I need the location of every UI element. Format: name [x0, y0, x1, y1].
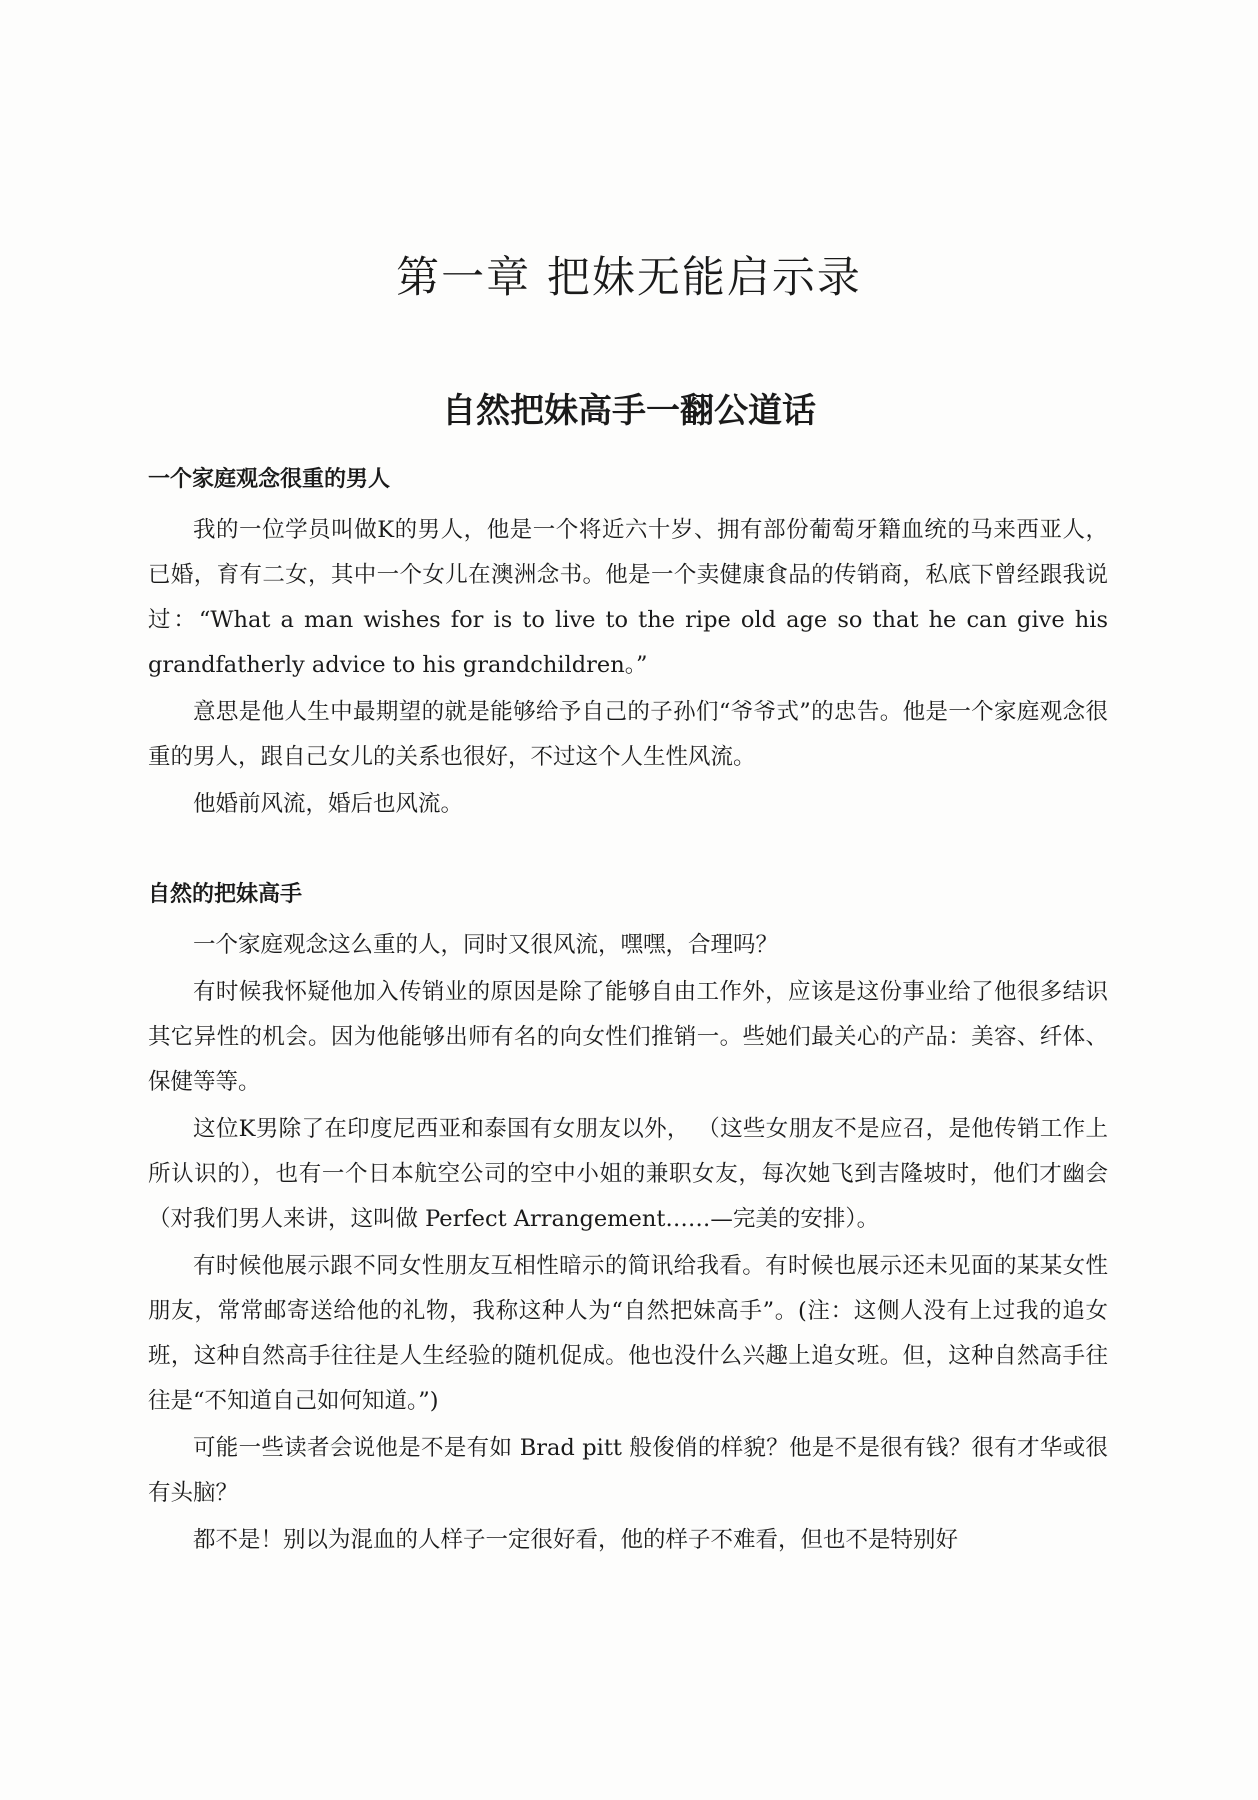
subsection-family-man — [148, 464, 1108, 827]
paragraph: 都不是！别以为混血的人样子一定很好看，他的样子不难看，但也不是特别好 — [193, 1527, 959, 1553]
paragraph: 我的一位学员叫做K的男人，他是一个将近六十岁、拥有部份葡萄牙籍血统的马来西亚人，已婚，育有二女，其中一个女儿在澳洲念书。他是一个卖健康食品的传销商，私底下曾经跟我说过：“What a man wishes for is to live to the ripe old age so that he can give his grandfatherly advice to his grandchildren。” — [148, 517, 1108, 678]
subsection-natural-expert — [148, 879, 1108, 1563]
section-title: 自然把妹高手一翻公道话 — [442, 391, 816, 431]
body-text — [148, 464, 1108, 1565]
chapter-title: 第一章 把妹无能启示录 — [396, 253, 862, 303]
paragraph: 一个家庭观念这么重的人，同时又很风流，嘿嘿，合理吗？ — [193, 932, 779, 958]
subsection-heading: 一个家庭观念很重的男人 — [148, 466, 391, 492]
paragraph: 有时候我怀疑他加入传销业的原因是除了能够自由工作外，应该是这份事业给了他很多结识其它异性的机会。因为他能够出师有名的向女性们推销一。些她们最关心的产品：美容、纤体、保健等等。 — [148, 979, 1108, 1095]
paragraph: 他婚前风流，婚后也风流。 — [193, 791, 464, 817]
paragraph: 这位K男除了在印度尼西亚和泰国有女朋友以外， （这些女朋友不是应召，是他传销工作上所认识的），也有一个日本航空公司的空中小姐的兼职女友，每次她飞到吉隆坡时，他们才幽会（对我们男人来讲，这叫做 Perfect Arrangement……—完美的安排）。 — [148, 1116, 1108, 1232]
paragraph: 意思是他人生中最期望的就是能够给予自己的子孙们“爷爷式”的忠告。他是一个家庭观念很重的男人，跟自己女儿的关系也很好，不过这个人生性风流。 — [148, 699, 1108, 770]
subsection-heading: 自然的把妹高手 — [148, 881, 303, 907]
paragraph: 有时候他展示跟不同女性朋友互相性暗示的简讯给我看。有时候也展示还未见面的某某女性朋友，常常邮寄送给他的礼物，我称这种人为“自然把妹高手”。(注：这侧人没有上过我的追女班，这种自然高手往往是人生经验的随机促成。他也没什么兴趣上追女班。但，这种自然高手往往是“不知道自己如何知道。”) — [148, 1253, 1108, 1414]
paragraph: 可能一些读者会说他是不是有如 Brad pitt 般俊俏的样貌？他是不是很有钱？很有才华或很有头脑？ — [148, 1435, 1108, 1506]
